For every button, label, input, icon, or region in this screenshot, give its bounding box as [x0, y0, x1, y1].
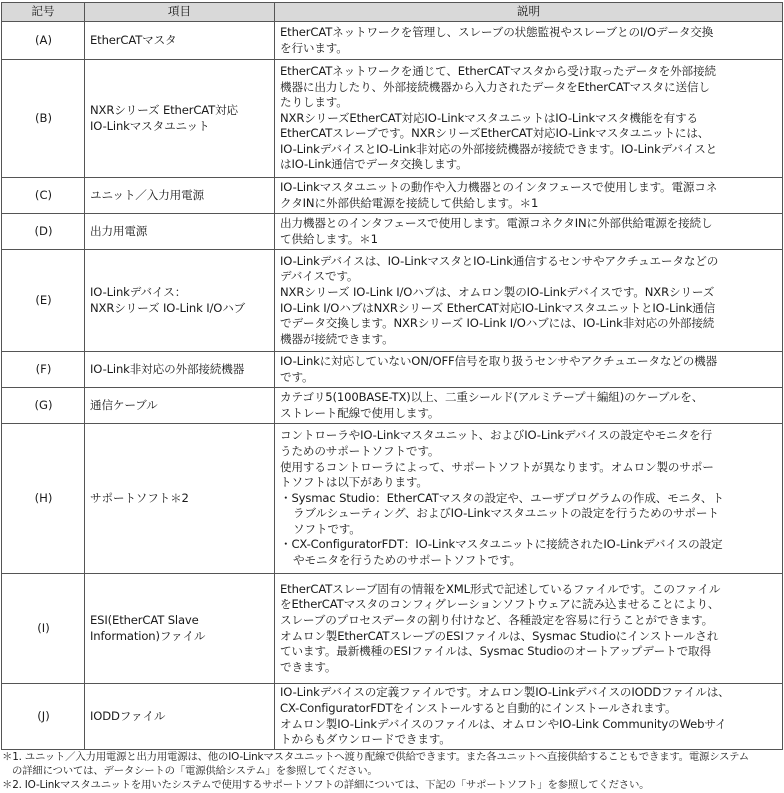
description-text-line: て供給します。＊1 [280, 231, 378, 246]
description-text-line: オムロン製IO-Linkデバイスのファイルは、オムロンやIO-Link CommunityのWebサイ [280, 716, 727, 731]
description-text-line: 機器が接続できます。 [280, 331, 394, 346]
row-item [85, 178, 275, 214]
description-text-line: スレーブのプロセスデータの割り付けなど、各種設定を容易に行うことができます。 [280, 612, 714, 627]
row-description [275, 214, 783, 250]
item-text-line: ユニット／入力用電源 [90, 187, 204, 202]
row-description [275, 250, 783, 352]
item-text-line: Information)ファイル [90, 628, 206, 643]
header-code: 記号 [2, 3, 85, 22]
table-row [2, 250, 783, 352]
description-text-line: NXRシリーズ IO-Link I/Oハブは、オムロン製のIO-Linkデバイスです。NXRシリーズ [280, 284, 715, 299]
row-item [85, 214, 275, 250]
header-description: 説明 [275, 3, 783, 22]
row-description [275, 424, 783, 574]
description-text-line: を行います。 [280, 40, 348, 55]
description-text-line: コントローラやIO-Linkマスタユニット、およびIO-Linkデバイスの設定やモニタを行 [280, 428, 712, 443]
row-code: (A) [2, 22, 85, 60]
footnote-line: ＊2. IO-Linkマスタユニットを用いたシステムで使用するサポートソフトの詳細については、下記の「サポートソフト」を参照してください。 [2, 778, 650, 791]
row-code: (I) [2, 574, 85, 684]
row-description [275, 388, 783, 424]
row-description [275, 352, 783, 388]
footnote-line: の詳細については、データシートの「電源供給システム」を参照してください。 [12, 764, 378, 777]
table-row [2, 424, 783, 574]
description-text-line: できます。 [280, 659, 337, 674]
table-row [2, 178, 783, 214]
item-text-line: 出力用電源 [90, 223, 148, 238]
row-item [85, 250, 275, 352]
description-text-line: IO-Link I/OハブはNXRシリーズ EtherCAT対応IO-LinkマスタユニットとIO-Link通信 [280, 300, 716, 315]
row-item [85, 60, 275, 178]
row-item [85, 352, 275, 388]
row-code: (E) [2, 250, 85, 352]
row-code: (J) [2, 684, 85, 750]
footnotes [2, 751, 782, 792]
bullet-text-line: ソフトです。 [293, 521, 361, 536]
description-text-line: IO-Linkに対応していないON/OFF信号を取り扱うセンサやアクチュエータなどの機器 [280, 353, 718, 368]
row-code: (D) [2, 214, 85, 250]
item-text-line: 通信ケーブル [90, 397, 158, 412]
description-text-line: をEtherCATマスタのコンフィグレーションソフトウェアに読み込ませることにより、 [280, 597, 720, 612]
description-text-line: 出力機器とのインタフェースで使用します。電源コネクタINに外部供給電源を接続し [280, 215, 713, 230]
row-code: (C) [2, 178, 85, 214]
item-text-line: IODDファイル [90, 708, 166, 723]
description-text-line: EtherCATネットワークを管理し、スレーブの状態監視やスレーブとのI/Oデータ交換 [280, 24, 714, 39]
row-description [275, 22, 783, 60]
description-text-line: 機器に出力したり、外部接続機器から入力されたデータをEtherCATマスタに送信し [280, 79, 710, 94]
table-row [2, 574, 783, 684]
description-text-line: です。 [280, 369, 314, 384]
item-text-line: IO-Linkマスタユニット [90, 118, 210, 133]
description-text-line: デバイスです。 [280, 269, 359, 284]
table-row [2, 684, 783, 750]
description-text-line: トソフトは以下があります。 [280, 475, 428, 490]
description-text-line: カテゴリ5(100BASE-TX)以上、二重シールド(アルミテープ＋編組)のケーブルを、 [280, 389, 704, 404]
bullet-text-line: ラブルシューティング、およびIO-Linkマスタユニットの設定を行うためのサポート [293, 506, 719, 521]
description-text-line: でデータ交換します。NXRシリーズ IO-Link I/Oハブには、IO-Link非対応の外部接続 [280, 316, 715, 331]
description-text-line: CX-ConfiguratorFDTをインストールすると自動的にインストールされます。 [280, 700, 677, 715]
row-code: (H) [2, 424, 85, 574]
description-text-line: ています。最新機種のESIファイルは、Sysmac Studioのオートアップデートで取得 [280, 644, 711, 659]
row-item [85, 22, 275, 60]
description-text-line: EtherCATスレーブです。NXRシリーズEtherCAT対応IO-Linkマスタユニットには、 [280, 126, 710, 141]
description-text-line: IO-Linkデバイスは、IO-LinkマスタとIO-Link通信するセンサやアクチュエータなどの [280, 253, 719, 268]
description-text-line: NXRシリーズEtherCAT対応IO-LinkマスタユニットはIO-Linkマスタ機能を有する [280, 110, 698, 125]
item-text-line: ESI(EtherCAT Slave [90, 612, 199, 627]
item-text-line: IO-Linkデバイス： [90, 284, 187, 299]
system-component-table [1, 2, 783, 750]
table-row [2, 352, 783, 388]
item-text-line: EtherCATマスタ [90, 32, 177, 47]
description-text-line: ストレート配線で使用します。 [280, 405, 440, 420]
table-row [2, 60, 783, 178]
table-header-row [2, 3, 783, 22]
description-text-line: IO-Linkデバイスの定義ファイルです。オムロン製IO-LinkデバイスのIODDファイルは、 [280, 685, 730, 700]
description-text-line: クタINに外部供給電源を接続して供給します。＊1 [280, 195, 539, 210]
description-text-line: オムロン製EtherCATスレーブのESIファイルは、Sysmac Studioにインストールされ [280, 628, 719, 643]
table-row [2, 388, 783, 424]
row-item [85, 388, 275, 424]
row-description [275, 574, 783, 684]
header-item: 項目 [85, 3, 275, 22]
description-text-line: IO-Linkマスタユニットの動作や入力機器とのインタフェースで使用します。電源コネ [280, 179, 718, 194]
table-body [2, 22, 783, 750]
description-text-line: EtherCATスレーブ固有の情報をXML形式で記述しているファイルです。このファイル [280, 581, 721, 596]
item-text-line: NXRシリーズ EtherCAT対応 [90, 102, 238, 117]
row-item [85, 684, 275, 750]
footnote-line: ＊1. ユニット／入力用電源と出力用電源は、他のIO-Linkマスタユニットへ渡り配線で供給できます。また各ユニットへ直接供給することもできます。電源システム [2, 751, 749, 763]
description-text-line: たりします。 [280, 95, 348, 110]
description-text-line: IO-LinkデバイスとIO-Link非対応の外部接続機器が接続できます。IO-Linkデバイスと [280, 141, 718, 156]
row-code: (B) [2, 60, 85, 178]
description-text-line: はIO-Link通信でデータ交換します。 [280, 157, 468, 172]
item-text-line: IO-Link非対応の外部接続機器 [90, 361, 245, 376]
row-item [85, 424, 275, 574]
row-description [275, 60, 783, 178]
description-text-line: 使用するコントローラによって、サポートソフトが異なります。オムロン製のサポー [280, 459, 714, 474]
row-code: (F) [2, 352, 85, 388]
table-row [2, 22, 783, 60]
row-description [275, 178, 783, 214]
row-description [275, 684, 783, 750]
row-item [85, 574, 275, 684]
description-text-line: うためのサポートソフトです。 [280, 443, 440, 458]
bullet-text-line: やモニタを行うためのサポートソフトです。 [293, 553, 521, 568]
description-text-line: トからもダウンロードできます。 [280, 732, 451, 747]
description-text-line: EtherCATネットワークを通じて、EtherCATマスタから受け取ったデータを外部接続 [280, 63, 716, 78]
bullet-text-line: ・CX-ConfiguratorFDT：IO-Linkマスタユニットに接続されたIO-Linkデバイスの設定 [280, 537, 723, 552]
item-text-line: NXRシリーズ IO-Link I/Oハブ [90, 300, 246, 315]
table-row [2, 214, 783, 250]
row-code: (G) [2, 388, 85, 424]
item-text-line: サポートソフト＊2 [90, 490, 189, 505]
bullet-text-line: ・Sysmac Studio：EtherCATマスタの設定や、ユーザプログラムの作成、モニタ、ト [280, 490, 724, 505]
